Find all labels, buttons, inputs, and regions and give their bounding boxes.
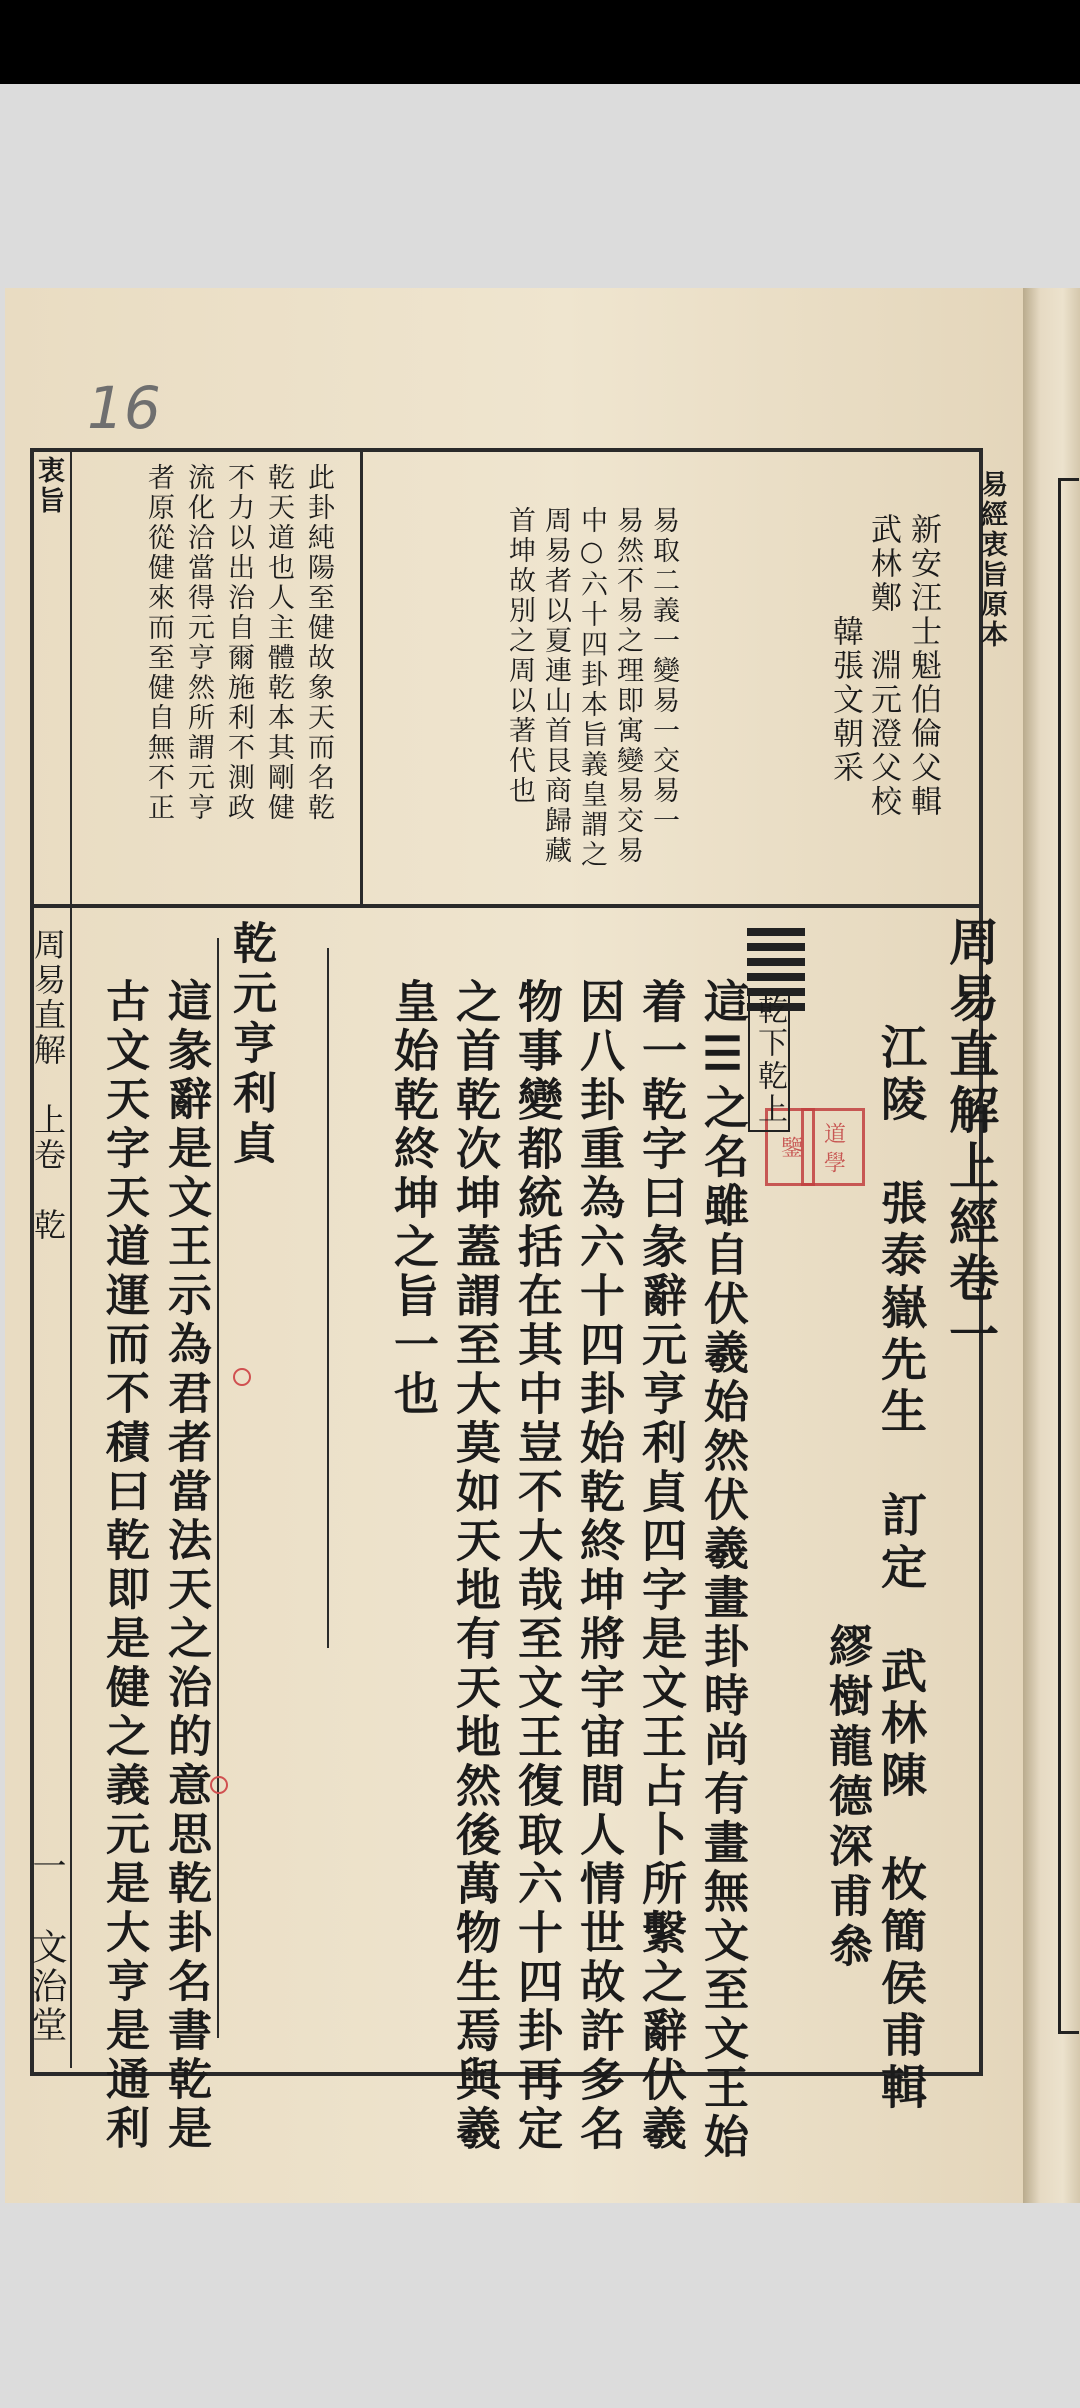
chapter-title: 周易直解上經卷一 <box>941 916 1000 1364</box>
upper-box-note-line: 首坤故別之周以著代也 <box>504 506 535 806</box>
facing-page-edge <box>1023 288 1080 2203</box>
upper-left-note-line: 流化洽當得元亨然所謂元亨 <box>183 463 214 823</box>
upper-box-note-line: 周易者以夏連山首艮商歸藏 <box>540 506 571 866</box>
margin-book-title: 周易直解 上卷 乾 <box>29 928 67 1243</box>
commentary-rule <box>217 938 219 2038</box>
upper-box-credit: 武林鄭 淵元澄父校 <box>865 513 901 819</box>
book-page-scan <box>5 288 1080 2203</box>
body-text-line: 皇始乾終坤之旨一也 <box>386 978 439 1419</box>
judgment-text: 乾元亨利貞 <box>225 920 276 1170</box>
upper-left-note-line: 者原從健來而至健自無不正 <box>143 463 174 823</box>
margin-title: 衷旨 <box>33 456 64 516</box>
upper-left-note-line: 此卦純陽至健故象天而名乾 <box>303 463 334 823</box>
margin-separator <box>70 448 72 2068</box>
status-bar <box>0 0 1080 84</box>
red-annotation-circle <box>210 1776 228 1794</box>
upper-left-note-line: 乾天道也人主體乾本其剛健 <box>263 463 294 823</box>
body-text-line: 着一乾字曰彖辭元亨利貞四字是文王占卜所繫之辭伏羲 <box>634 978 687 2154</box>
commentary-line: 古文天字天道運而不積曰乾即是健之義元是大亨是通利 <box>98 978 149 2154</box>
publisher-name: 文治堂 <box>26 1928 67 2045</box>
collector-seal: 鑒 <box>765 1108 815 1186</box>
upper-box-note-line: 易取二義一變易一交易一 <box>648 506 679 836</box>
body-text-line: 因八卦重為六十四卦始乾終坤將宇宙間人情世故許多名 <box>572 978 625 2154</box>
body-rule <box>327 948 329 1648</box>
body-text-line: 這☰之名雖自伏羲始然伏羲畫卦時尚有畫無文至文王始 <box>696 978 749 2162</box>
upper-left-note-line: 不力以出治自爾施利不測政 <box>223 463 254 823</box>
upper-box-header: 易經衷旨原本 <box>976 470 1007 650</box>
red-annotation-circle <box>233 1368 251 1386</box>
co-editor-line: 繆樹龍德深甫叅 <box>821 1623 872 1973</box>
upper-box-separator <box>360 448 363 904</box>
upper-box-credit: 新安汪士魁伯倫父輯 <box>905 513 941 819</box>
hexagram-trigram-label: 乾下乾上 <box>748 988 790 1132</box>
collector-seal: 道 學 <box>801 1108 865 1186</box>
upper-box-divider <box>30 904 979 908</box>
commentary-line: 這彖辭是文王示為君者當法天之治的意思乾卦名書乾是 <box>160 978 211 2154</box>
body-text-line: 之首乾次坤蓋謂至大莫如天地有天地然後萬物生焉與羲 <box>448 978 501 2154</box>
upper-box-note-line: 中○六十四卦本旨義皇謂之 <box>576 506 607 870</box>
pencil-page-number: 16 <box>87 374 161 442</box>
upper-box-note-line: 易然不易之理即寓變易交易 <box>612 506 643 866</box>
folio-number: 一 <box>26 1848 66 1885</box>
upper-box-credit: 韓張文朝采 <box>827 513 863 785</box>
body-text-line: 物事變都統括在其中豈不大哉至文王復取六十四卦再定 <box>510 978 563 2154</box>
author-line: 江陵 張泰嶽先生 訂定 武林陳 枚簡侯甫輯 <box>874 1023 928 2115</box>
